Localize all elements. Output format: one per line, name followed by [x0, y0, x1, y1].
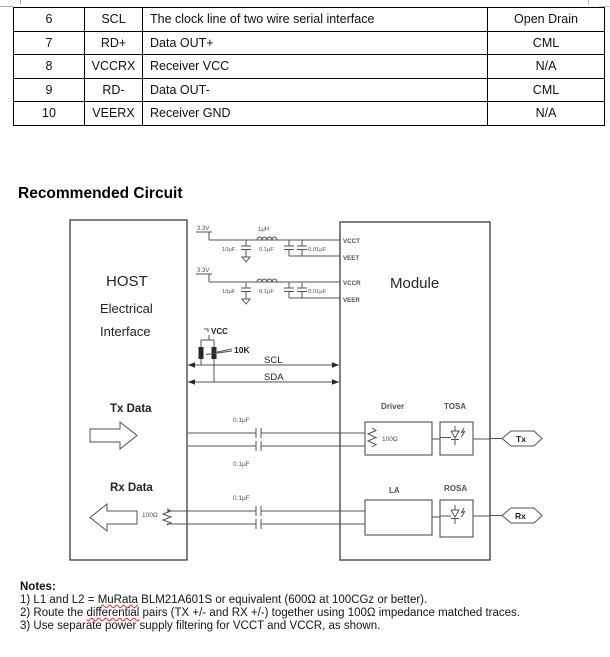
module-pin-vcct: VCCT	[343, 238, 360, 245]
la-label: LA	[389, 486, 400, 495]
capacitor-symbol	[284, 282, 294, 298]
tx-direction-arrow	[90, 422, 137, 449]
tx-data-label: Tx Data	[110, 403, 152, 415]
module-box	[340, 222, 490, 560]
logic-cell: N/A	[488, 55, 605, 79]
ground-symbol	[242, 299, 250, 304]
description-cell: Receiver VCC	[143, 55, 488, 79]
note-text: pairs (TX +/- and RX +/-) together using 100Ω impedance matched traces.	[139, 607, 520, 619]
module-pin-vccr: VCCR	[343, 280, 361, 287]
arrowhead	[188, 379, 195, 384]
pullup-resistors	[199, 327, 251, 382]
tosa-box	[440, 422, 473, 455]
cap-label: 0.01μF	[308, 289, 327, 295]
description-cell: The clock line of two wire serial interface	[143, 8, 488, 32]
rx-data-label: Rx Data	[110, 482, 153, 494]
tx-port-label: Tx	[516, 434, 526, 444]
host-box	[70, 220, 187, 560]
capacitor-symbol	[297, 282, 307, 298]
note-text: BLM21A601S or equivalent (600Ω at 100CGz or better).	[137, 594, 428, 606]
rx-port-label: Rx	[515, 511, 526, 521]
logic-cell: CML	[488, 31, 605, 55]
note-line: 3) Use separate power supply filtering for VCCT and VCCR, as shown.	[20, 620, 381, 632]
note-text-misspelled: MuRata	[97, 594, 138, 606]
driver-resistor-label: 100Ω	[382, 436, 398, 443]
arrowhead	[332, 362, 339, 367]
cap-label: 0.1μF	[233, 495, 250, 502]
host-sublabel: Interface	[100, 324, 151, 339]
pin-number-cell: 8	[14, 55, 85, 79]
photodiode-symbol	[440, 505, 465, 524]
tosa-label: TOSA	[444, 402, 467, 411]
vcct-supply-filter	[196, 226, 340, 262]
rail-voltage-label: 3.3V	[197, 268, 210, 274]
cap-label: 0.1μF	[233, 417, 250, 424]
driver-label: Driver	[381, 402, 405, 411]
note-line	[20, 607, 520, 620]
pin-number-cell: 7	[14, 31, 85, 55]
capacitor-symbol	[241, 240, 251, 257]
resistor-value-label: 10K	[234, 345, 250, 355]
pin-name-cell: VCCRX	[85, 55, 143, 79]
vcc-label: VCC	[211, 327, 228, 336]
pin-number-cell: 9	[14, 78, 85, 102]
resistor-symbol	[199, 347, 204, 359]
logic-cell: N/A	[488, 102, 605, 126]
logic-cell: CML	[488, 78, 605, 102]
description-cell: Receiver GND	[143, 102, 488, 126]
cap-label: 10μF	[222, 247, 236, 253]
arrowhead	[332, 379, 339, 384]
module-pin-veer: VEER	[343, 297, 360, 304]
cap-label: 0.1μF	[233, 461, 250, 468]
tx-data-path	[90, 402, 542, 468]
ground-symbol	[242, 257, 250, 262]
description-cell: Data OUT+	[143, 31, 488, 55]
inductor-label: 1μH	[258, 227, 270, 233]
cap-label: 10μF	[222, 289, 236, 295]
pin-name-cell: RD-	[85, 78, 143, 102]
notes-section	[20, 581, 520, 633]
rx-data-path	[90, 482, 542, 537]
pin-name-cell: SCL	[85, 8, 143, 32]
i2c-bus	[188, 355, 339, 385]
note-text: 1) L1 and L2 =	[20, 594, 98, 606]
rx-direction-arrow	[90, 504, 137, 531]
note-text: 2) Route the	[20, 607, 87, 619]
cap-label: 0.1μF	[259, 289, 274, 295]
host-sublabel: Electrical	[100, 301, 153, 316]
module-pin-veet: VEET	[343, 255, 360, 262]
pin-name-cell: VEERX	[85, 102, 143, 126]
logic-cell: Open Drain	[488, 8, 605, 32]
led-symbol	[440, 426, 465, 445]
vccr-supply-filter	[196, 268, 340, 304]
section-title: Recommended Circuit	[18, 185, 183, 202]
rx-term-label: 100Ω	[142, 512, 158, 519]
host-label: HOST	[106, 273, 148, 290]
termination-resistor	[368, 428, 376, 447]
note-line	[20, 594, 520, 607]
note-text-misspelled: differential	[86, 607, 140, 619]
module-label: Module	[390, 275, 440, 292]
driver-box	[365, 422, 432, 455]
pin-number-cell: 6	[14, 8, 85, 32]
pin-number-cell: 10	[14, 102, 85, 126]
rail-voltage-label: 3.3V	[197, 226, 210, 232]
description-cell: Data OUT-	[143, 78, 488, 102]
scl-label: SCL	[264, 355, 283, 366]
cap-label: 0.1μF	[259, 247, 274, 253]
la-box	[365, 500, 432, 535]
rosa-label: ROSA	[444, 484, 468, 493]
capacitor-symbol	[284, 240, 294, 256]
notes-heading: Notes:	[20, 581, 56, 593]
pin-name-cell: RD+	[85, 31, 143, 55]
capacitor-symbol	[297, 240, 307, 256]
capacitor-symbol	[241, 282, 251, 299]
cap-label: 0.01μF	[308, 247, 327, 253]
sda-label: SDA	[264, 372, 284, 383]
arrowhead	[188, 362, 195, 367]
